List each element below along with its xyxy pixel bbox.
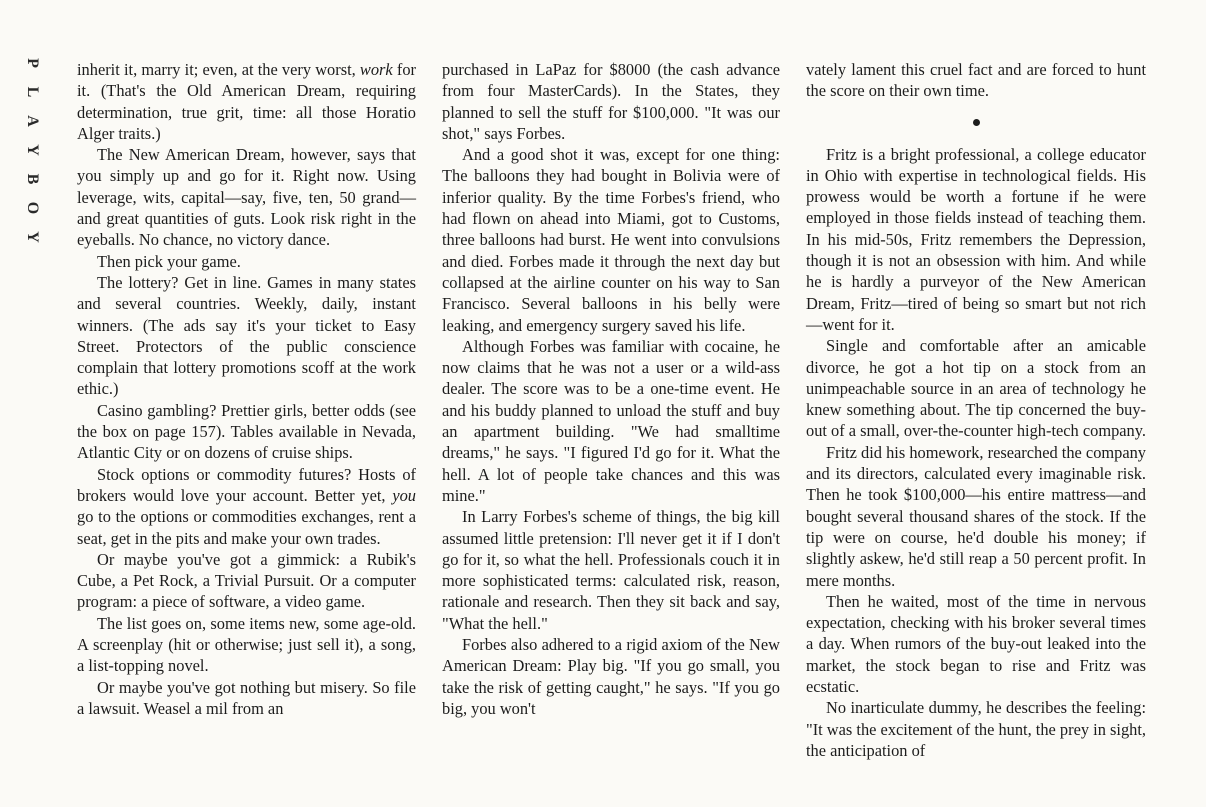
- paragraph-text: And a good shot it was, except for one thing: The balloons they had bought in Bolivia were of inferior quality. By the time Forbes's friend, who had flown on ahead into Miami, got to Customs, three balloons had burst. He went into convulsions and died. Forbes made it through the next day but collapsed at the airline counter on his way to San Francisco. Several balloons in his belly were leaking, and emergency surgery saved his life.: [442, 145, 780, 335]
- paragraph: [806, 59, 1146, 102]
- paragraph-text: No inarticulate dummy, he describes the feeling: "It was the excitement of the hunt, the prey in sight, the anticipation of: [806, 698, 1146, 760]
- paragraph-text: Fritz did his homework, researched the company and its directors, calculated every imaginable risk. Then he took $100,000—his entire mattress—and bought several thousand shares of the stock. If the tip were on course, he'd double his money; if slightly askew, he'd still reap a 50 percent profit. In mere months.: [806, 442, 1146, 590]
- paragraph-text: for it. (That's the Old American Dream, requiring determination, true grit, time: all those Horatio Alger traits.): [77, 60, 416, 143]
- article-column-3: [806, 59, 1146, 761]
- paragraph: [77, 272, 416, 400]
- masthead-letter: A: [24, 115, 41, 127]
- paragraph: [442, 506, 780, 634]
- masthead-letter: O: [24, 201, 41, 215]
- masthead-letter: B: [24, 173, 41, 185]
- paragraph: [806, 442, 1146, 591]
- paragraph: [77, 400, 416, 464]
- paragraph: [806, 335, 1146, 441]
- paragraph-text: Stock options or commodity futures? Hosts of brokers would love your account. Better yet,: [77, 464, 416, 505]
- playboy-vertical-masthead: [21, 52, 43, 248]
- paragraph-text: Fritz is a bright professional, a college educator in Ohio with expertise in technological fields. His prowess would be worth a fortune if he were employed in those fields instead of teaching them. In his mid-50s, Fritz remembers the Depression, though it is not an obsession with him. And while he is hardly a purveyor of the New American Dream, Fritz—tired of being so smart but not rich—went for it.: [806, 144, 1146, 334]
- paragraph-text: In Larry Forbes's scheme of things, the big kill assumed little pretension: I'll never get it if I don't go for it, so what the hell. Professionals couch it in more sophisticated terms: calculated risk, reason, rationale and research. Then they sit back and say, "What the hell.": [442, 507, 780, 633]
- paragraph-text: The list goes on, some items new, some age-old. A screenplay (hit or otherwise; just sell it), a song, a list-topping novel.: [77, 613, 416, 676]
- paragraph-text: purchased in LaPaz for $8000 (the cash advance from four MasterCards). In the States, they planned to sell the stuff for $100,000. "It was our shot," says Forbes.: [442, 60, 780, 143]
- italic-text: work: [359, 60, 393, 79]
- paragraph: [806, 144, 1146, 336]
- masthead-letter: P: [24, 58, 41, 68]
- paragraph: [806, 591, 1146, 697]
- paragraph-text: go to the options or commodities exchanges, rent a seat, get in the pits and make your own trades.: [77, 507, 416, 548]
- section-break-bullet: [806, 102, 1146, 144]
- italic-text: you: [392, 485, 416, 505]
- masthead-letter: Y: [24, 144, 41, 156]
- paragraph-text: The New American Dream, however, says that you simply up and go for it. Right now. Using leverage, wits, capital—say, five, ten, 50 grand—and great quantities of guts. Look risk right in the eyeballs. No chance, no victory dance.: [77, 145, 416, 250]
- bullet-dot-icon: [973, 119, 980, 126]
- paragraph-text: Single and comfortable after an amicable divorce, he got a hot tip on a stock from an unimpeachable source in an area of technology he knew something about. The tip concerned the buy-out of a small, over-the-counter high-tech company.: [806, 336, 1146, 441]
- paragraph: [77, 144, 416, 250]
- paragraph-text: Casino gambling? Prettier girls, better odds (see the box on page 157). Tables available in Nevada, Atlantic City or on dozens of cruise ships.: [77, 400, 416, 463]
- paragraph-text: Or maybe you've got a gimmick: a Rubik's Cube, a Pet Rock, a Trivial Pursuit. Or a computer program: a piece of software, a video game.: [77, 549, 416, 612]
- paragraph-text: Then pick your game.: [97, 251, 241, 271]
- paragraph: [77, 613, 416, 677]
- paragraph: [77, 59, 416, 144]
- paragraph: [77, 549, 416, 613]
- paragraph: [442, 634, 780, 719]
- paragraph-text: The lottery? Get in line. Games in many states and several countries. Weekly, daily, instant winners. (The ads say it's your ticket to Easy Street. Protectors of the public conscience complain that lottery promotions scoff at the work ethic.): [77, 272, 416, 399]
- paragraph: [442, 144, 780, 336]
- paragraph: [442, 59, 780, 144]
- paragraph: [77, 464, 416, 549]
- paragraph: [77, 677, 416, 720]
- paragraph: [77, 251, 416, 272]
- paragraph-text: inherit it, marry it; even, at the very worst,: [77, 60, 360, 79]
- paragraph-text: Forbes also adhered to a rigid axiom of the New American Dream: Play big. "If you go small, you take the risk of getting caught," he says. "If you go big, you won't: [442, 635, 780, 718]
- paragraph-text: Although Forbes was familiar with cocaine, he now claims that he was not a user or a wild-ass dealer. The score was to be a one-time event. He and his buddy planned to unload the stuff and buy an apartment building. "We had smalltime dreams," he says. "I figured I'd go for it. What the hell. A lot of people take chances and this was mine.": [442, 336, 780, 505]
- paragraph: [806, 697, 1146, 761]
- paragraph-text: Or maybe you've got nothing but misery. So file a lawsuit. Weasel a mil from an: [77, 677, 416, 718]
- article-column-1: [77, 59, 416, 719]
- masthead-letter: L: [24, 86, 41, 98]
- article-column-2: [442, 59, 780, 719]
- paragraph: [442, 336, 780, 506]
- paragraph-text: Then he waited, most of the time in nervous expectation, checking with his broker several times a day. When rumors of the buy-out leaked into the market, the stock began to rise and Fritz was ecstatic.: [806, 591, 1146, 697]
- paragraph-text: vately lament this cruel fact and are forced to hunt the score on their own time.: [806, 60, 1146, 101]
- masthead-letter: Y: [24, 231, 41, 243]
